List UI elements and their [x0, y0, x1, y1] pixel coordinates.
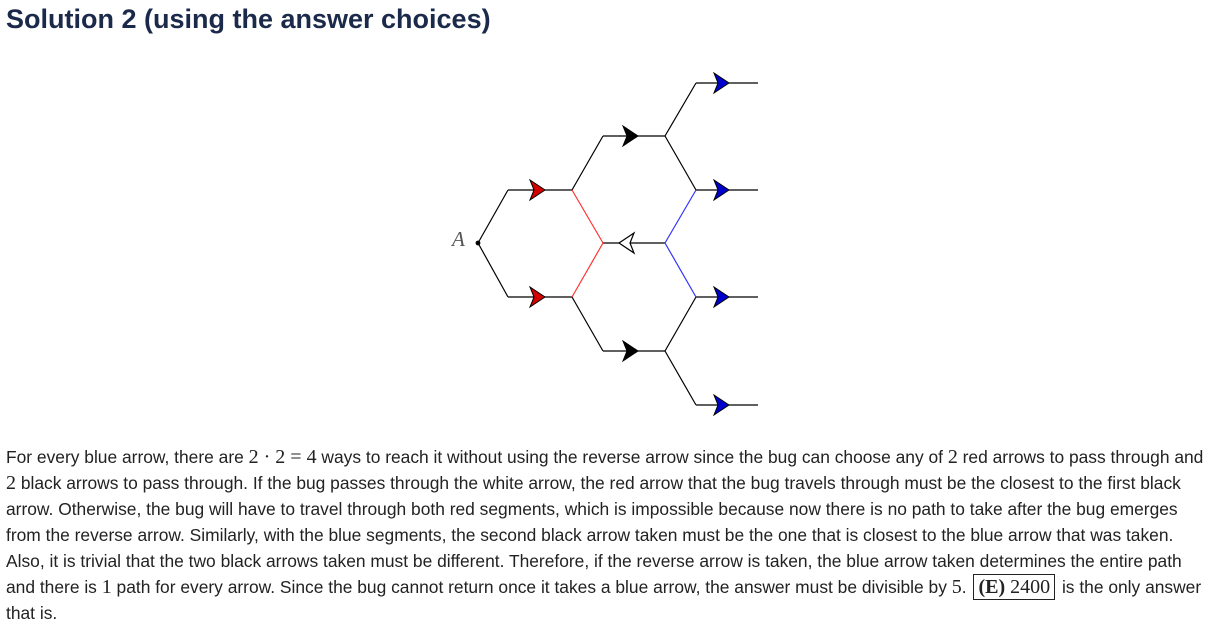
red-segments — [572, 190, 603, 297]
text-segment: path for every arrow. Since the bug cannot return once it takes a blue arrow, the answer must be divisible by — [111, 577, 952, 597]
text-segment: is the only answer that is. — [6, 577, 1202, 623]
solution-paragraph — [6, 444, 1206, 626]
solution-heading: Solution 2 (using the answer choices) — [6, 4, 491, 34]
answer-box — [973, 574, 1055, 600]
start-point — [476, 241, 481, 246]
black-edges — [478, 83, 758, 405]
math-expression: 1 — [101, 576, 112, 598]
math-expression: 2 · 2 = 4 — [248, 446, 317, 468]
text-segment: red arrows to pass through and — [957, 447, 1204, 467]
hexagon-path-figure — [440, 60, 770, 420]
label-a: A — [452, 227, 465, 251]
text-segment: ways to reach it without using the reverse arrow since the bug can choose any of — [316, 447, 948, 467]
blue-segments — [665, 190, 696, 297]
text-segment: For every blue arrow, there are — [6, 447, 249, 467]
text-segment: . — [961, 577, 972, 597]
answer-letter: (E) — [978, 576, 1006, 598]
math-expression: 5 — [951, 576, 962, 598]
answer-value: 2400 — [1010, 576, 1051, 598]
text-segment: black arrows to pass through. If the bug passes through the white arrow, the red arrow that the bug travels through must be the closest to the first black arrow. Otherwise, the bug will have to travel through both red segments, which is impossible because now there is no path to take after the bug emerges from the reverse arrow. Similarly, with the blue segments, the second black arrow taken must be the one that is closest to the blue arrow that was taken. Also, it is trivial that the two black arrows taken must be different. Therefore, if the reverse arrow is taken, the blue arrow taken determines the entire path and there is — [6, 473, 1182, 597]
math-expression: 2 — [947, 446, 958, 468]
math-expression: 2 — [6, 472, 16, 494]
